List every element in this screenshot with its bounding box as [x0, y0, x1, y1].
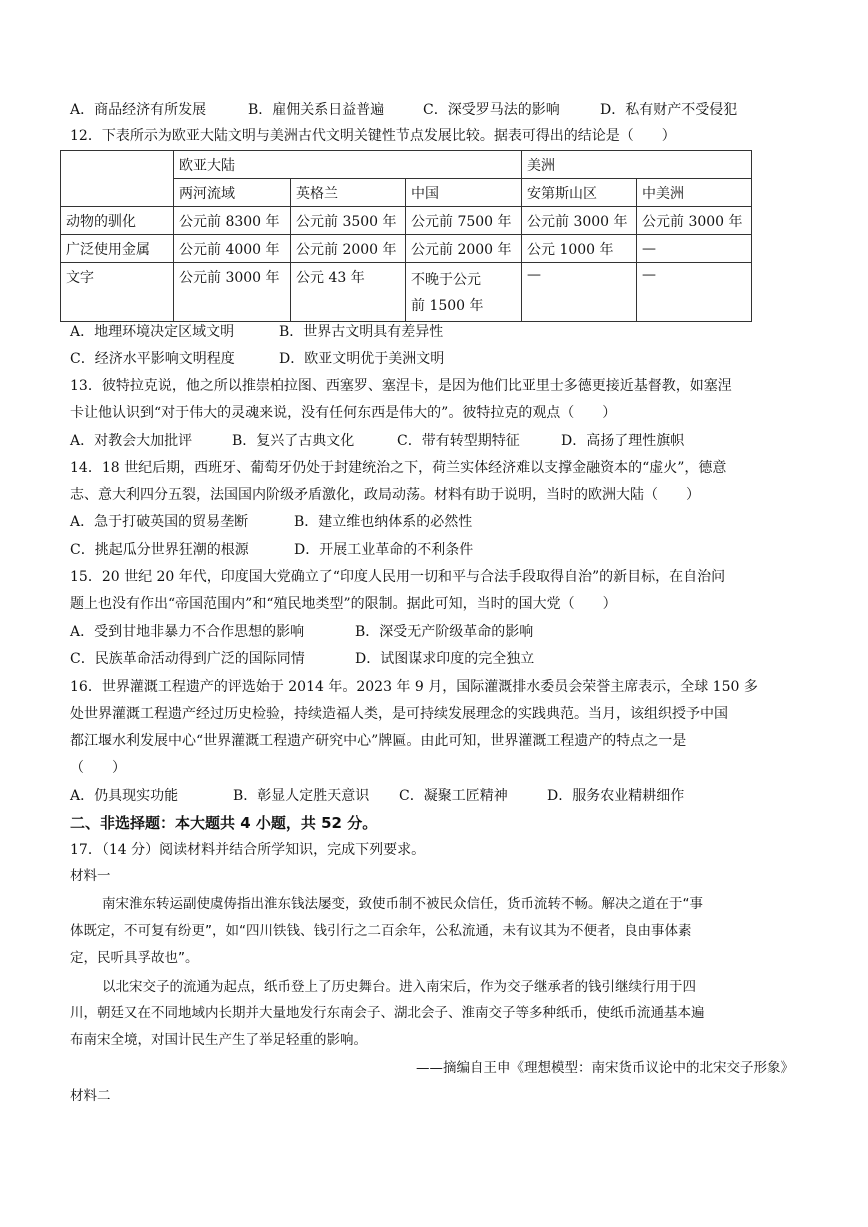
table-corner-cell: [61, 151, 174, 207]
table-cell-line: 不晚于公元: [411, 272, 481, 288]
material-1-text: 南宋淮东转运副使虞俦指出淮东钱法屡变，致使币制不被民众信任，货币流转不畅。解决之道在于“事: [102, 896, 703, 912]
q15-options-row2: [70, 649, 534, 669]
table-col-header: 安第斯山区: [522, 179, 637, 207]
q12-option-b: B．世界古文明具有差异性: [279, 324, 444, 340]
table-cell-line: 前 1500 年: [411, 298, 484, 314]
table-row: [61, 263, 752, 322]
q15-stem-line: 题上也没有作出“帝国范围内”和“殖民地类型”的限制。据此可知，当时的国大党（ ）: [70, 596, 617, 612]
q16-stem-line: 都江堰水利发展中心“世界灌溉工程遗产研究中心”牌匾。由此可知，世界灌溉工程遗产的特点之一是: [70, 733, 687, 749]
table-cell: 公元前 8300 年: [174, 207, 291, 235]
q12-option-a: A．地理环境决定区域文明: [70, 324, 235, 340]
material-1-text: 布南宋全境，对国计民生产生了举足轻重的影响。: [70, 1032, 367, 1048]
table-col-header: 英格兰: [291, 179, 406, 207]
material-1-label: 材料一: [70, 868, 111, 884]
q14-option-d: D．开展工业革命的不利条件: [294, 542, 474, 558]
table-group-header-eurasia: 欧亚大陆: [174, 151, 522, 179]
q14-option-b: B．建立维也纳体系的必然性: [294, 514, 473, 530]
table-cell: 公元前 4000 年: [174, 235, 291, 263]
q16-option-c: C．凝聚工匠精神: [399, 788, 508, 804]
table-col-header: 两河流域: [174, 179, 291, 207]
section-title: 二、非选择题：本大题共 4 小题，共 52 分。: [70, 814, 378, 832]
q16-stem-line: 16．世界灌溉工程遗产的评选始于 2014 年。2023 年 9 月，国际灌溉排水委员会荣誉主席表示，全球 150 多: [70, 679, 758, 695]
q13-option-c: C．带有转型期特征: [397, 433, 520, 449]
table-cell: —: [637, 263, 752, 322]
table-cell: 公元前 3000 年: [174, 263, 291, 322]
q14-stem-line: 志、意大利四分五裂，法国国内阶级矛盾激化，政局动荡。材料有助于说明，当时的欧洲大陆（ ）: [70, 487, 700, 503]
q12-option-c: C．经济水平影响文明程度: [70, 351, 235, 367]
q11-option-d: D．私有财产不受侵犯: [600, 102, 738, 118]
q15-options-row1: [70, 622, 533, 642]
q13-stem-line: 13．彼特拉克说，他之所以推崇柏拉图、西塞罗、塞涅卡，是因为他们比亚里士多德更接近基督教，如塞涅: [70, 378, 732, 394]
q15-stem-line: 15．20 世纪 20 年代，印度国大党确立了“印度人民用一切和平与合法手段取得自治”的新目标，在自治问: [70, 569, 726, 585]
material-2-label: 材料二: [70, 1088, 111, 1104]
table-row-label: 文字: [61, 263, 174, 322]
q13-option-a: A．对教会大加批评: [70, 433, 193, 449]
q16-stem-line: （ ）: [70, 760, 126, 776]
q14-option-a: A．急于打破英国的贸易垄断: [70, 514, 249, 530]
q11-option-c: C．深受罗马法的影响: [423, 102, 560, 118]
table-cell: —: [522, 263, 637, 322]
q14-options-row2: [70, 540, 473, 560]
q12-options-row1: [70, 322, 443, 342]
table-cell: 公元 43 年: [291, 263, 406, 322]
table-cell: 公元前 3000 年: [637, 207, 752, 235]
table-row-label: 动物的驯化: [61, 207, 174, 235]
q12-comparison-table: [60, 150, 752, 322]
material-1-text: 川，朝廷又在不同地域内长期并大量地发行东南会子、湖北会子、淮南交子等多种纸币，使纸币流通基本遍: [70, 1005, 705, 1021]
table-row-label: 广泛使用金属: [61, 235, 174, 263]
q14-options-row1: [70, 512, 472, 532]
material-1-text: 定，民听具孚故也”。: [70, 950, 199, 966]
table-cell: 公元前 3500 年: [291, 207, 406, 235]
q13-option-b: B．复兴了古典文化: [232, 433, 355, 449]
table-col-header: 中美洲: [637, 179, 752, 207]
q15-option-a: A．受到甘地非暴力不合作思想的影响: [70, 624, 305, 640]
q12-option-d: D．欧亚文明优于美洲文明: [279, 351, 445, 367]
q15-option-c: C．民族革命活动得到广泛的国际同情: [70, 651, 305, 667]
material-1-text: 以北宋交子的流通为起点，纸币登上了历史舞台。进入南宋后，作为交子继承者的钱引继续行用于四: [102, 979, 696, 995]
table-cell: 公元 1000 年: [522, 235, 637, 263]
table-cell-multiline: [406, 263, 522, 322]
q16-option-d: D．服务农业精耕细作: [547, 788, 685, 804]
table-row: [61, 235, 752, 263]
table-cell: 公元前 3000 年: [522, 207, 637, 235]
q16-options: [70, 786, 684, 806]
q11-option-a: A．商品经济有所发展: [70, 102, 207, 118]
q17-stem: 17．（14 分）阅读材料并结合所学知识，完成下列要求。: [70, 842, 426, 858]
q13-stem-line: 卡让他认识到“对于伟大的灵魂来说，没有任何东西是伟大的”。彼特拉克的观点（ ）: [70, 405, 617, 421]
table-col-header: 中国: [406, 179, 522, 207]
q12-options-row2: [70, 349, 444, 369]
table-group-header-americas: 美洲: [522, 151, 752, 179]
q14-stem-line: 14．18 世纪后期，西班牙、葡萄牙仍处于封建统治之下，荷兰实体经济难以支撑金融资本的“虚火”，德意: [70, 460, 727, 476]
q15-option-b: B．深受无产阶级革命的影响: [355, 624, 534, 640]
material-1-source: ——摘编自王申《理想模型：南宋货币议论中的北宋交子形象》: [416, 1060, 794, 1076]
q12-stem: 12．下表所示为欧亚大陆文明与美洲古代文明关键性节点发展比较。据表可得出的结论是（ ）: [70, 128, 676, 144]
table-cell: 公元前 2000 年: [291, 235, 406, 263]
table-row: [61, 207, 752, 235]
q13-options: [70, 431, 684, 451]
q11-options: [70, 100, 737, 120]
q11-option-b: B．雇佣关系日益普遍: [248, 102, 385, 118]
table-cell: —: [637, 235, 752, 263]
q16-option-a: A．仍具现实功能: [70, 788, 179, 804]
table-cell: 公元前 7500 年: [406, 207, 522, 235]
table-cell: 公元前 2000 年: [406, 235, 522, 263]
q14-option-c: C．挑起瓜分世界狂潮的根源: [70, 542, 249, 558]
q13-option-d: D．高扬了理性旗帜: [561, 433, 685, 449]
q15-option-d: D．试图谋求印度的完全独立: [355, 651, 535, 667]
q16-option-b: B．彰显人定胜天意识: [233, 788, 370, 804]
material-1-text: 体既定，不可复有纷更”，如“四川铁钱、钱引行之二百余年，公私流通，未有议其为不便者，良由事体素: [70, 923, 692, 939]
q16-stem-line: 处世界灌溉工程遗产经过历史检验，持续造福人类，是可持续发展理念的实践典范。当月，该组织授予中国: [70, 706, 728, 722]
